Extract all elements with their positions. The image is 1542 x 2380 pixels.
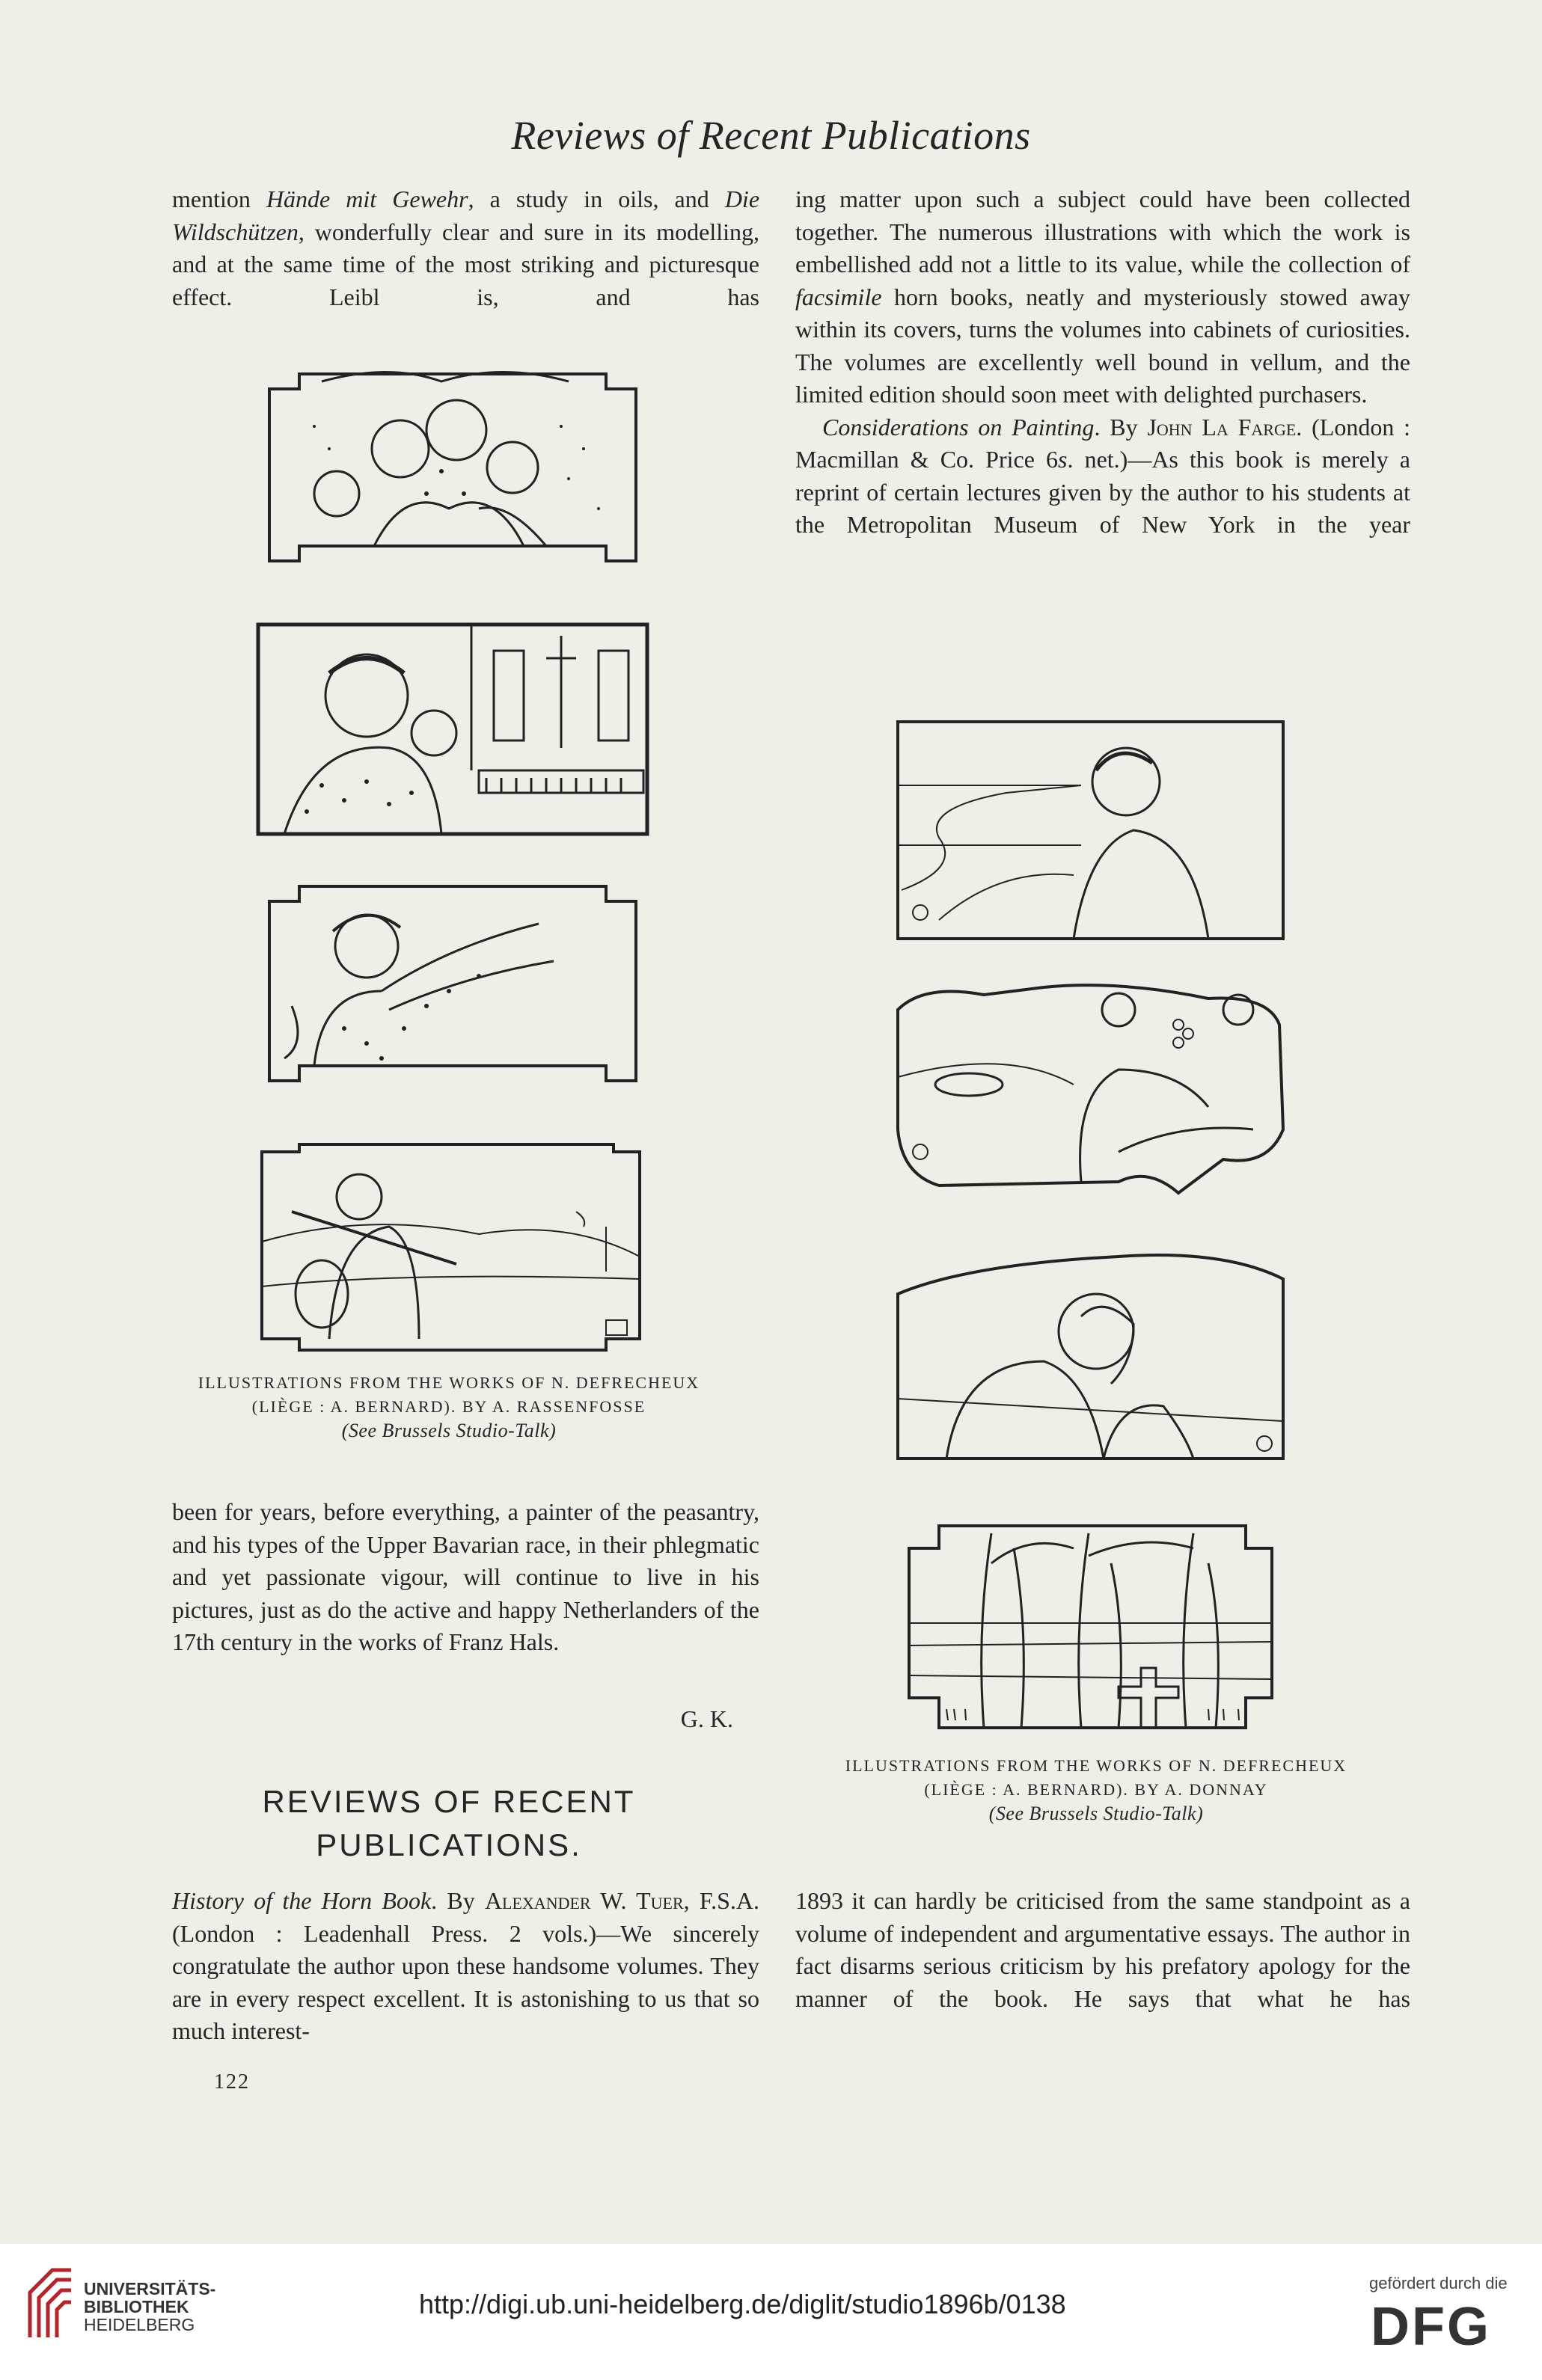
right-figure-caption <box>834 1754 1358 1826</box>
right-second-paragraph <box>795 411 1410 542</box>
italic-title: Die Wildschützen <box>172 185 760 245</box>
plate-mother-children <box>254 359 651 576</box>
plate-mother-praying <box>254 621 651 838</box>
plate-man-head-in-hands <box>894 1249 1287 1466</box>
left-caption-line-1: ILLUSTRATIONS FROM THE WORKS OF N. DEFRECHEUX <box>198 1373 700 1392</box>
funded-by-label: gefördert durch die <box>1369 2274 1508 2292</box>
signature: G. K. <box>680 1705 733 1732</box>
library-name <box>84 2280 215 2334</box>
text-run: horn books, neatly and mysteriously stowed away within its covers, turns the volumes into cabinets of curiosities. The volumes are excellently well bound in vellum, and the limited edition should soon meet with delighted purchasers. <box>795 283 1410 408</box>
right-top-paragraph <box>795 183 1410 411</box>
university-library-logo[interactable] <box>22 2266 76 2345</box>
text-run: . net.)—As this book is merely a reprint of certain lectures given by the author to his students at the Metropolitan Museum of New York in the year <box>795 446 1411 538</box>
left-bottom-paragraph <box>172 1885 759 2048</box>
text-run: , a study in oils, and <box>468 185 725 212</box>
plate-sleeping-figures <box>894 980 1287 1197</box>
left-bottom-column <box>172 1885 759 2048</box>
text-run: . By <box>1094 413 1148 441</box>
library-name-line-3: HEIDELBERG <box>84 2315 195 2334</box>
library-name-line-2: BIBLIOTHEK <box>84 2297 189 2316</box>
italic-title: Considerations on Painting <box>822 413 1095 441</box>
italic-title: Hände mit Gewehr <box>266 185 468 212</box>
library-name-line-1: UNIVERSITÄTS- <box>84 2279 216 2298</box>
text-run: mention <box>172 185 266 212</box>
section-heading <box>187 1780 711 1867</box>
plate-girl-reaching <box>254 879 651 1096</box>
plate-traveller-landscape <box>254 1137 651 1361</box>
left-top-column <box>172 183 759 313</box>
right-top-column <box>795 183 1410 542</box>
text-run: (London : Leadenhall Press. 2 vols.)—We sincerely congratulate the author upon these handsome volumes. They are in every respect excellent. It is astonishing to us that so much interest- <box>172 1919 759 2044</box>
left-figure-caption <box>187 1371 711 1443</box>
text-run: , wonderfully clear and sure in its modelling, and at the same time of the most striking and picturesque effect. Leibl is, and has <box>172 218 759 310</box>
plate-woman-profile <box>894 718 1287 942</box>
left-middle-column <box>172 1496 759 1659</box>
permalink-url[interactable]: http://digi.ub.uni-heidelberg.de/diglit/studio1896b/0138 <box>419 2289 1066 2319</box>
italic-title: s <box>1058 446 1068 473</box>
folio: 122 <box>214 2070 250 2094</box>
section-heading-line-1: REVIEWS OF RECENT <box>262 1784 636 1819</box>
right-caption-line-2: (LIÈGE : A. BERNARD). BY A. DONNAY <box>924 1780 1268 1799</box>
text-run: ing matter upon such a subject could have been collected together. The numerous illustrations with which the work is embellished add not a little to its value, while the collection of <box>795 185 1410 277</box>
italic-title: History of the Horn Book <box>172 1887 432 1914</box>
running-head: Reviews of Recent Publications <box>511 113 1031 158</box>
text-run: . (London : Macmillan & Co. Price 6 <box>795 413 1411 473</box>
dfg-logo[interactable]: DFG <box>1371 2297 1491 2357</box>
left-top-paragraph <box>172 183 759 313</box>
library-emblem-icon <box>22 2266 76 2341</box>
left-caption-line-2: (LIÈGE : A. BERNARD). BY A. RASSENFOSSE <box>251 1397 646 1416</box>
author-name: John La Farge <box>1147 413 1297 441</box>
text-run: . By <box>431 1887 485 1914</box>
plate-forest-cross <box>894 1518 1287 1735</box>
left-caption-credit: (See Brussels Studio-Talk) <box>341 1420 557 1441</box>
right-bottom-paragraph: 1893 it can hardly be criticised from the same standpoint as a volume of independent and argumentative essays. The author in fact disarms serious criticism by his prefatory apology for the manner of the book. He says that what he has <box>795 1887 1410 2012</box>
italic-title: facsimile <box>795 283 882 310</box>
right-bottom-column <box>795 1885 1410 2015</box>
right-caption-line-1: ILLUSTRATIONS FROM THE WORKS OF N. DEFRECHEUX <box>845 1756 1347 1775</box>
author-name: Alexander W. Tuer, F.S.A. <box>484 1887 760 1914</box>
left-middle-paragraph: been for years, before everything, a painter of the peasantry, and his types of the Upper Bavarian race, in their phlegmatic and yet passionate vigour, will continue to live in his pictures, just as do the active and happy Netherlanders of the 17th century in the works of Franz Hals. <box>172 1498 759 1655</box>
right-caption-credit: (See Brussels Studio-Talk) <box>988 1803 1204 1824</box>
section-heading-line-2: PUBLICATIONS. <box>316 1827 582 1862</box>
